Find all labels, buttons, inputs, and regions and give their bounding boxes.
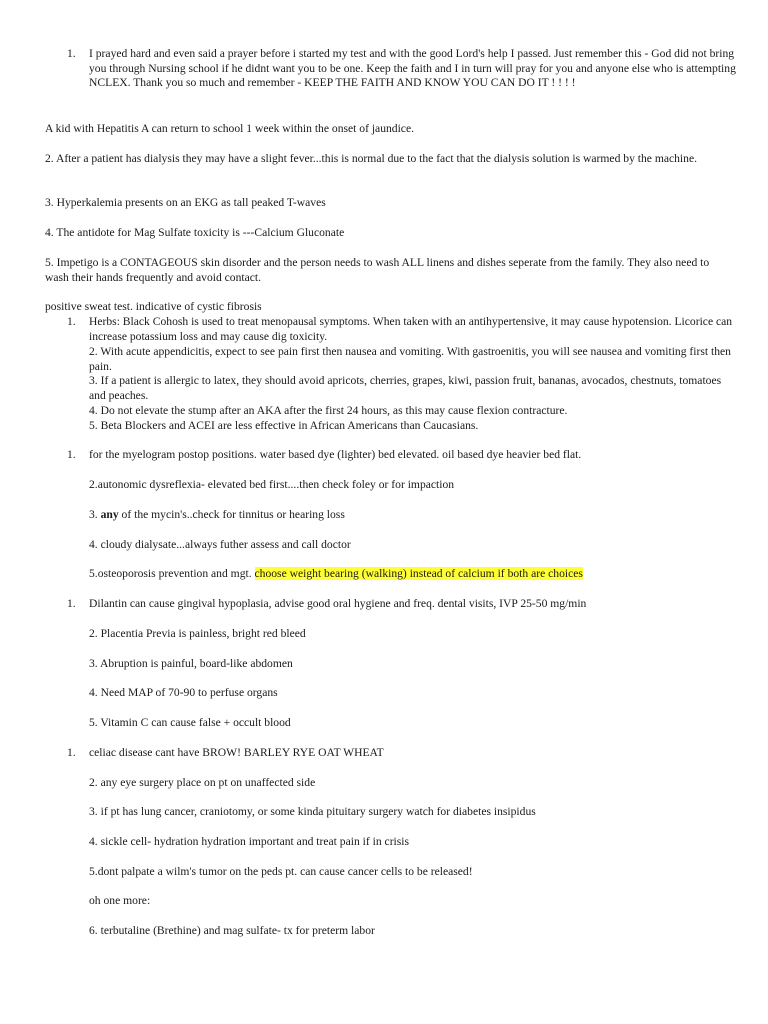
list-number: 1. [67, 47, 76, 60]
list-item-terbutaline: 6. terbutaline (Brethine) and mag sulfate- tx for preterm labor [89, 924, 375, 937]
list-item-aka: 4. Do not elevate the stump after an AKA after the first 24 hours, as this may cause flexion contracture. [89, 404, 568, 417]
list-item-vitamin-c: 5. Vitamin C can cause false + occult blood [89, 716, 291, 729]
note-mag-sulfate: 4. The antidote for Mag Sulfate toxicity is ---Calcium Gluconate [45, 226, 345, 239]
list-item-one-more: oh one more: [89, 894, 151, 907]
list-item-dialysate: 4. cloudy dialysate...always futher assess and call doctor [89, 538, 351, 551]
note-dialysis: 2. After a patient has dialysis they may have a slight fever...this is normal due to the fact that the dialysis solution is warmed by the machine. [45, 152, 697, 165]
list-item-abruption: 3. Abruption is painful, board-like abdomen [89, 657, 293, 670]
list-item-appendicitis: 2. With acute appendicitis, expect to see pain first then nausea and vomiting. With gastroenitis, you will see nausea and vomiting first then pain. [89, 345, 731, 373]
list-item-lung-cancer: 3. if pt has lung cancer, craniotomy, or some kinda pituitary surgery watch for diabetes insipidus [89, 805, 536, 818]
list-number: 1. [67, 448, 76, 461]
list-item-celiac: celiac disease cant have BROW! BARLEY RYE OAT WHEAT [89, 746, 384, 759]
list-item-dilantin: Dilantin can cause gingival hypoplasia, advise good oral hygiene and freq. dental visits, IVP 25-50 mg/min [89, 597, 587, 610]
list-item-eye-surgery: 2. any eye surgery place on pt on unaffected side [89, 776, 316, 789]
highlighted-text: choose weight bearing (walking) instead of calcium if both are choices [254, 567, 583, 580]
list-number: 1. [67, 315, 76, 328]
list-number: 1. [67, 597, 76, 610]
list-item-mycins: 3. any of the mycin's..check for tinnitus or hearing loss [89, 508, 345, 521]
intro-paragraph: I prayed hard and even said a prayer before i started my test and with the good Lord's help I passed. Just remember this - God did not bring you through Nursing school if he didnt want you to be one. Keep the faith and I in turn will pray for you and anyone else who is attempting NCLEX. Thank you so much and remember - KEEP THE FAITH AND KNOW YOU CAN DO IT ! ! ! ! [89, 47, 736, 90]
note-impetigo: 5. Impetigo is a CONTAGEOUS skin disorder and the person needs to wash ALL linens and dishes seperate from the family. They also need to wash their hands frequently and avoid contact. [45, 256, 710, 284]
list-item-map: 4. Need MAP of 70-90 to perfuse organs [89, 686, 278, 699]
list-item-dysreflexia: 2.autonomic dysreflexia- elevated bed first....then check foley or for impaction [89, 478, 455, 491]
list-item-myelogram: for the myelogram postop positions. water based dye (lighter) bed elevated. oil based dye heavier bed flat. [89, 448, 582, 461]
list-item-latex: 3. If a patient is allergic to latex, they should avoid apricots, cherries, grapes, kiwi, passion fruit, bananas, avocados, chestnuts, tomatoes and peaches. [89, 374, 722, 402]
list-item-herbs: Herbs: Black Cohosh is used to treat menopausal symptoms. When taken with an antihypertensive, it may cause hypotension. Licorice can increase potassium loss and may cause dig toxicity. [89, 315, 733, 343]
list-number: 1. [67, 746, 76, 759]
note-hepatitis: A kid with Hepatitis A can return to school 1 week within the onset of jaundice. [45, 122, 414, 135]
list-item-sickle-cell: 4. sickle cell- hydration hydration important and treat pain if in crisis [89, 835, 410, 848]
list-item-wilms-tumor: 5.dont palpate a wilm's tumor on the peds pt. can cause cancer cells to be released! [89, 865, 473, 878]
list-item-beta-blockers: 5. Beta Blockers and ACEI are less effective in African Americans than Caucasians. [89, 419, 479, 432]
bold-any: any [100, 508, 119, 521]
list-item-previa: 2. Placentia Previa is painless, bright red bleed [89, 627, 306, 640]
note-sweat-test: positive sweat test. indicative of cystic fibrosis [45, 300, 262, 313]
note-hyperkalemia: 3. Hyperkalemia presents on an EKG as tall peaked T-waves [45, 196, 326, 209]
list-item-osteoporosis: 5.osteoporosis prevention and mgt. choose weight bearing (walking) instead of calcium if both are choices [89, 567, 583, 580]
